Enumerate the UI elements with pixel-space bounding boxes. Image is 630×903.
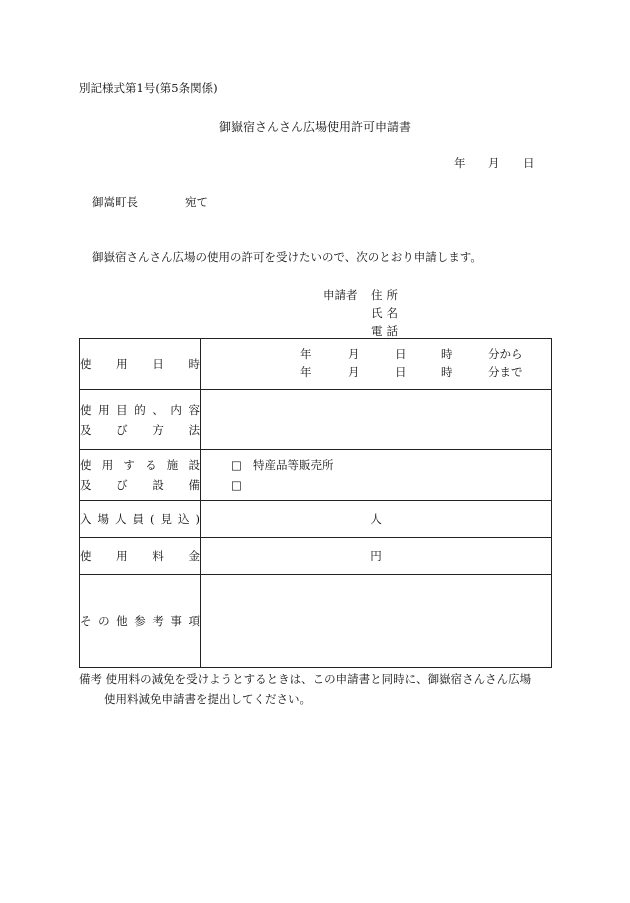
usage-datetime-label-cell: [80, 339, 201, 390]
applicant-prefix: 申請者: [323, 288, 358, 302]
facility-field: [201, 450, 552, 501]
note-line2: 使用料減免申請書を提出してください。: [104, 692, 311, 706]
intro-text: 御嶽宿さんさん広場の使用の許可を受けたいので、次のとおり申請します。: [92, 250, 482, 264]
date-year: 年: [454, 156, 466, 170]
to-year: 年: [300, 365, 312, 379]
datetime-from-row: [201, 346, 551, 364]
facility-label-cell: [80, 450, 201, 501]
addressee-name: 御嵩町長: [92, 195, 138, 209]
fee-unit: 円: [370, 549, 382, 563]
datetime-to-row: [201, 364, 551, 382]
usage-datetime-label: 使 用 日 時: [80, 357, 200, 371]
from-day: 日: [395, 347, 407, 361]
to-day: 日: [395, 365, 407, 379]
table-row: [80, 575, 552, 668]
purpose-label-cell: [80, 390, 201, 450]
other-field[interactable]: [201, 575, 552, 668]
facility-option[interactable]: [201, 455, 551, 475]
from-month: 月: [348, 347, 360, 361]
application-table: [79, 338, 552, 668]
addressee: [92, 194, 208, 210]
usage-datetime-field[interactable]: [201, 339, 552, 390]
fee-label: 使 用 料 金: [80, 549, 200, 563]
page-title: 御嶽宿さんさん広場使用許可申請書: [218, 120, 411, 134]
purpose-label-line2: 及 び 方 法: [80, 422, 200, 437]
name-label: 氏名: [371, 306, 402, 320]
fee-label-cell: [80, 538, 201, 575]
table-row: [80, 390, 552, 450]
facility-label-line2: 及 び 設 備: [80, 478, 200, 492]
other-label-cell: [80, 575, 201, 668]
other-label: そ の 他 参 考 事 項: [80, 614, 200, 628]
attendance-field[interactable]: [201, 501, 552, 538]
from-hour: 時: [441, 347, 453, 361]
addressee-suffix: 宛て: [185, 195, 208, 209]
table-row: [80, 339, 552, 390]
purpose-field[interactable]: [201, 390, 552, 450]
attendance-unit: 人: [370, 512, 382, 526]
facility-option[interactable]: [201, 475, 551, 495]
table-row: [80, 538, 552, 575]
attendance-label-cell: [80, 501, 201, 538]
purpose-label-line1: 使 用 目 的 、 内 容: [80, 402, 200, 417]
phone-label: 電話: [371, 324, 402, 338]
facility-option-label: 特産品等販売所: [253, 458, 334, 472]
to-hour: 時: [441, 365, 453, 379]
address-label: 住所: [371, 288, 402, 302]
to-month: 月: [348, 365, 360, 379]
checkbox-icon[interactable]: □: [231, 458, 242, 472]
attendance-label: 入 場 人 員 ( 見 込 ): [80, 512, 200, 526]
from-minute: 分から: [488, 347, 523, 361]
form-reference: 別記様式第1号(第5条関係): [79, 81, 218, 95]
table-row: [80, 450, 552, 501]
date-day: 日: [523, 156, 535, 170]
checkbox-icon[interactable]: □: [231, 478, 242, 492]
to-minute: 分まで: [488, 365, 523, 379]
date-month: 月: [488, 156, 500, 170]
from-year: 年: [300, 347, 312, 361]
table-row: [80, 501, 552, 538]
note-line1: 備考 使用料の減免を受けようとするときは、この申請書と同時に、御嶽宿さんさん広場: [79, 672, 532, 686]
facility-label-line1: 使 用 す る 施 設: [80, 458, 200, 472]
fee-field[interactable]: [201, 538, 552, 575]
